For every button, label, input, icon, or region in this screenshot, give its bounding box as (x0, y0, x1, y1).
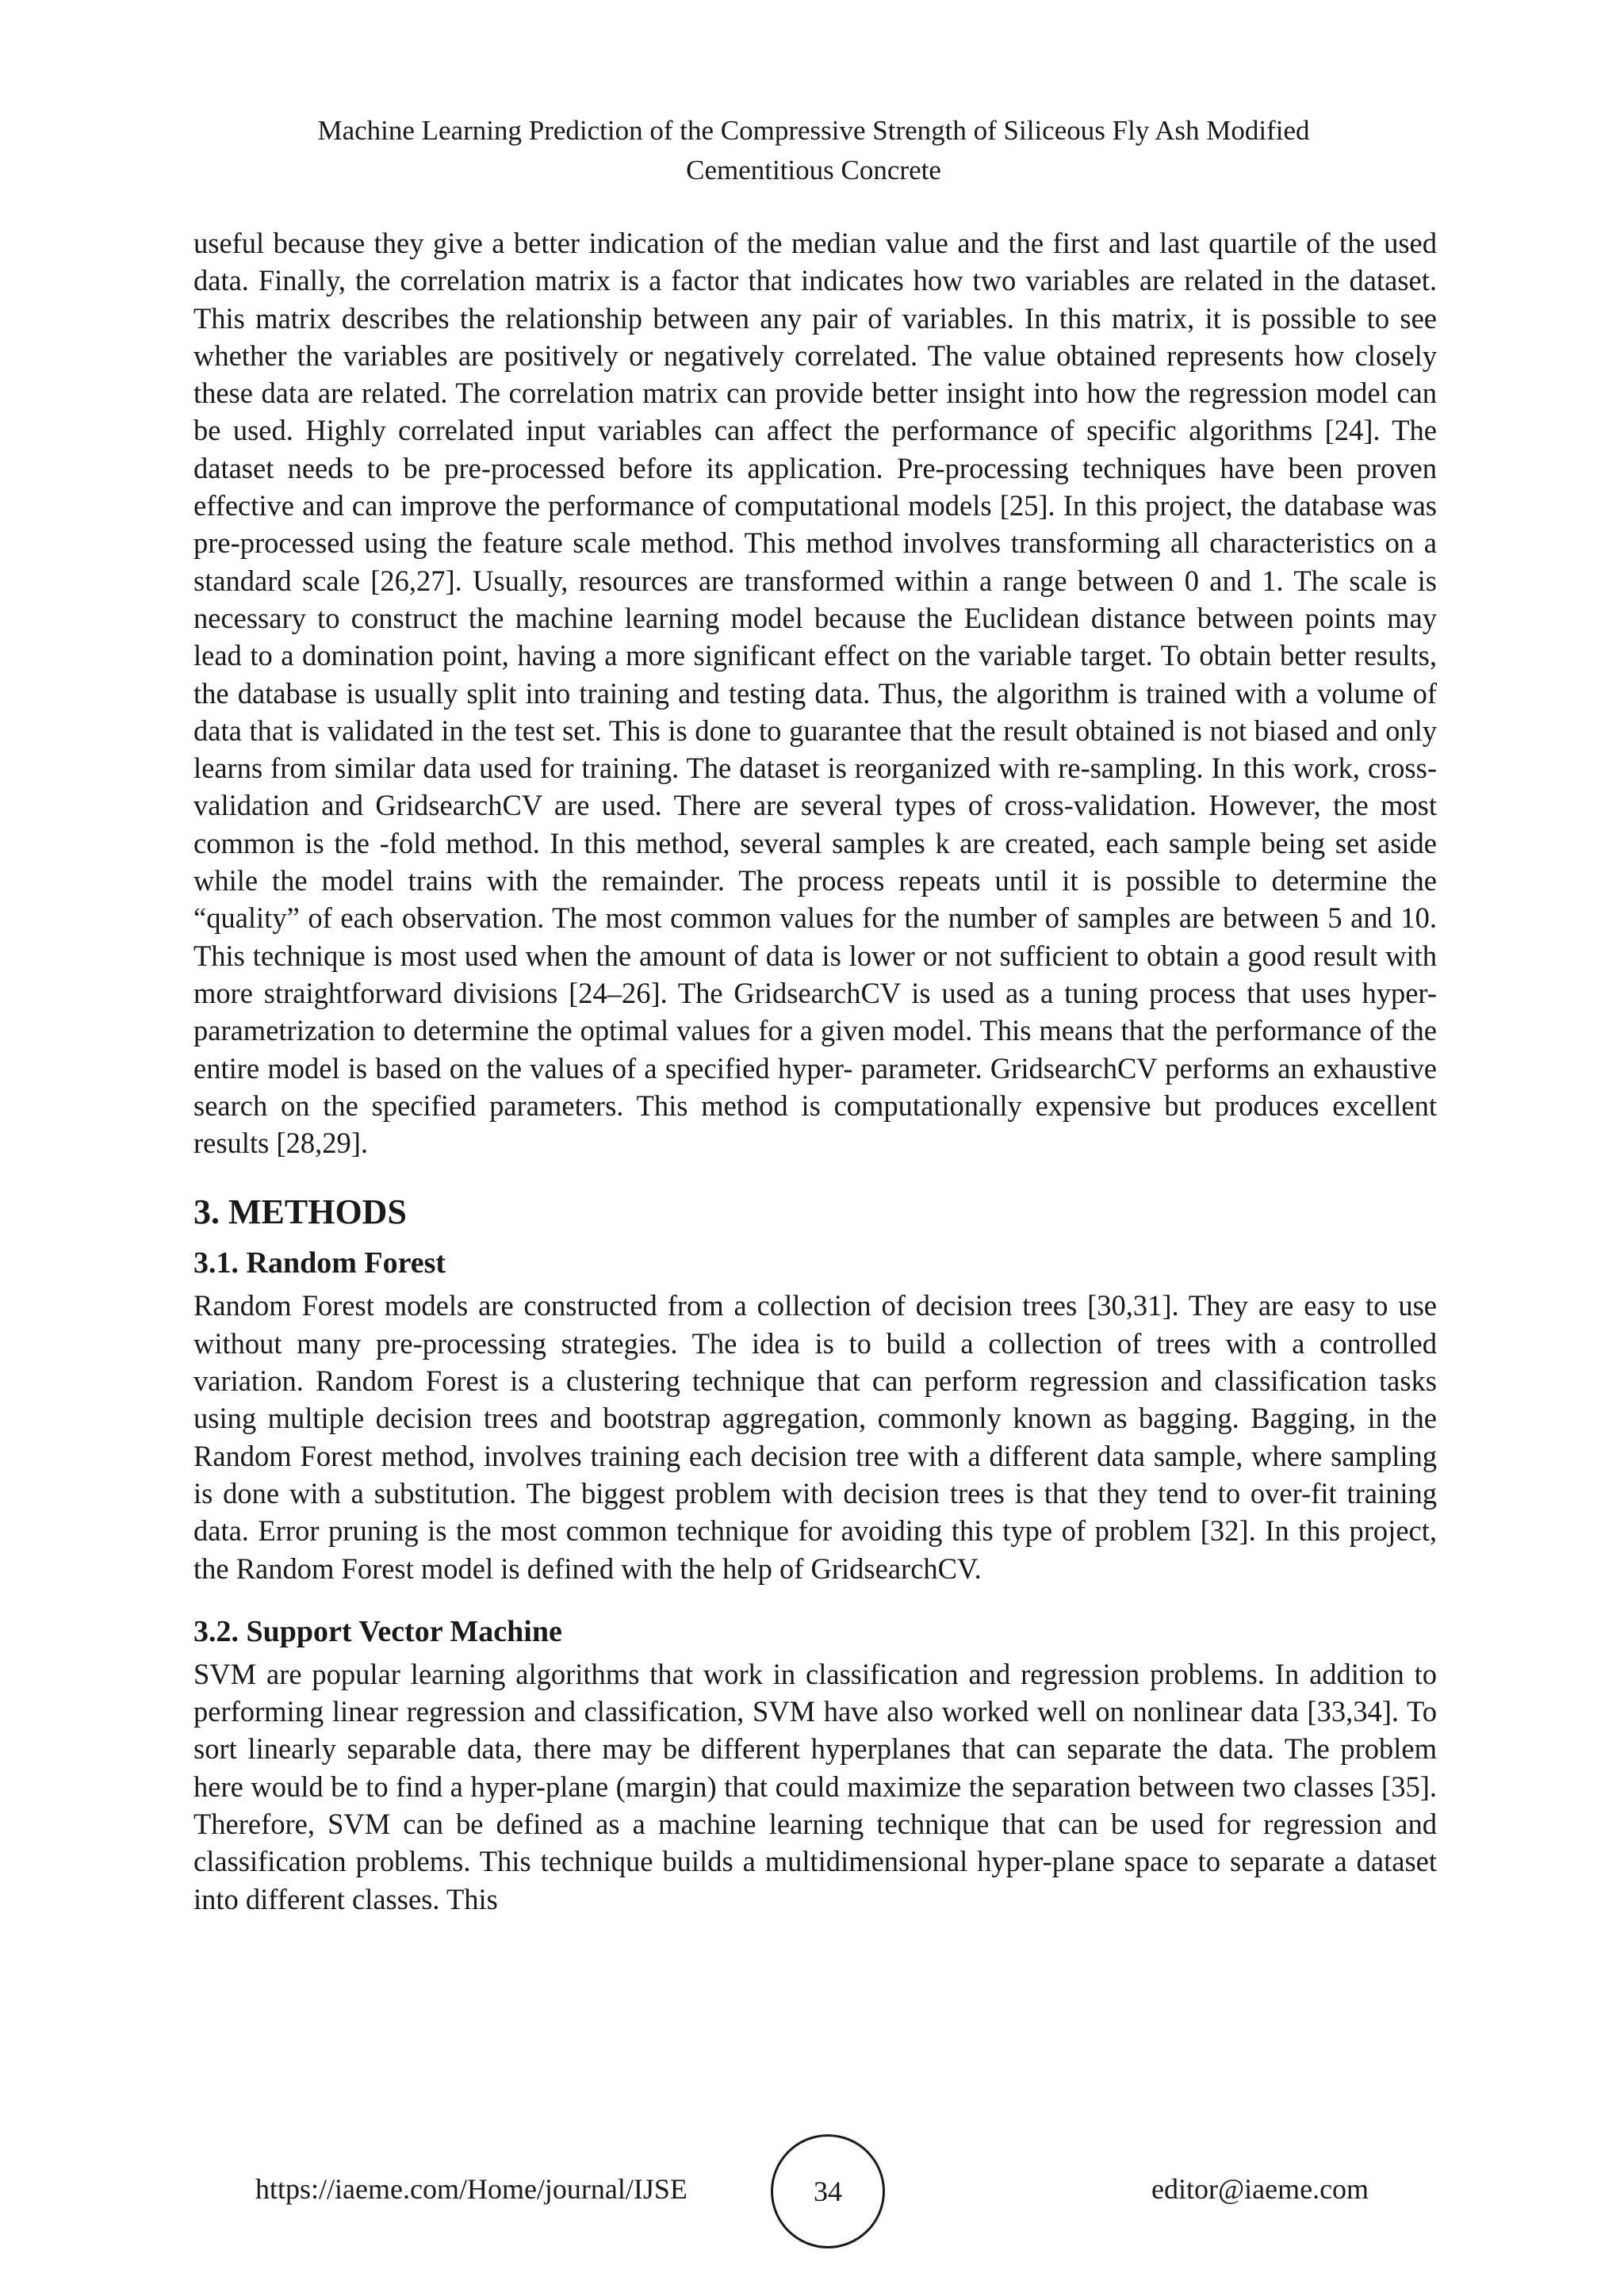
running-header-line-1: Machine Learning Prediction of the Compressive Strength of Siliceous Fly Ash Modified (317, 115, 1310, 146)
footer-email-link[interactable]: editor@iaeme.com (1151, 2173, 1369, 2205)
subsection-heading-svm: 3.2. Support Vector Machine (193, 1614, 562, 1648)
page-number: 34 (814, 2175, 842, 2207)
page-content (193, 224, 1437, 1918)
page-number-circle (771, 2134, 885, 2248)
page-footer (0, 2134, 1624, 2253)
footer-journal-link[interactable]: https://iaeme.com/Home/journal/IJSE (255, 2173, 688, 2205)
intro-paragraph: useful because they give a better indication of the median value and the first and last quartile of the used data. Finally, the correlation matrix is a factor that indicates how two variables are related in the dataset. This matrix describes the relationship between any pair of variables. In this matrix, it is possible to see whether the variables are positively or negatively correlated. The value obtained represents how closely these data are related. The correlation matrix can provide better insight into how the regression model can be used. Highly correlated input variables can affect the performance of specific algorithms [24]. The dataset needs to be pre-processed before its application. Pre-processing techniques have been proven effective and can improve the performance of computational models [25]. In this project, the database was pre-processed using the feature scale method. This method involves transforming all characteristics on a standard scale [26,27]. Usually, resources are transformed within a range between 0 and 1. The scale is necessary to construct the machine learning model because the Euclidean distance between points may lead to a domination point, having a more significant effect on the variable target. To obtain better results, the database is usually split into training and testing data. Thus, the algorithm is trained with a volume of data that is validated in the test set. This is done to guarantee that the result obtained is not biased and only learns from similar data used for training. The dataset is reorganized with re-sampling. In this work, cross- validation and GridsearchCV are used. There are several types of cross-validation. However, the most common is the -fold method. In this method, several samples k are created, each sample being set aside while the model trains with the remainder. The process repeats until it is possible to determine the “quality” of each observation. The most common values for the number of samples are between 5 and 10. This technique is most used when the amount of data is lower or not sufficient to obtain a good result with more straightforward divisions [24–26]. The GridsearchCV is used as a tuning process that uses hyper-parametrization to determine the optimal values for a given model. This means that the performance of the entire model is based on the values of a specified hyper- parameter. GridsearchCV performs an exhaustive search on the specified parameters. This method is computationally expensive but produces excellent results [28,29]. (193, 227, 1437, 1160)
running-header (190, 111, 1437, 190)
running-header-line-2: Cementitious Concrete (686, 155, 941, 186)
section-heading-methods: 3. METHODS (193, 1192, 407, 1232)
random-forest-paragraph: Random Forest models are constructed from a collection of decision trees [30,31]. They are easy to use without many pre-processing strategies. The idea is to build a collection of trees with a controlled variation. Random Forest is a clustering technique that can perform regression and classification tasks using multiple decision trees and bootstrap aggregation, commonly known as bagging. Bagging, in the Random Forest method, involves training each decision tree with a different data sample, where sampling is done with a substitution. The biggest problem with decision trees is that they tend to over-fit training data. Error pruning is the most common technique for avoiding this type of problem [32]. In this project, the Random Forest model is defined with the help of GridsearchCV. (193, 1289, 1437, 1585)
subsection-heading-random-forest: 3.1. Random Forest (193, 1246, 446, 1280)
svm-paragraph: SVM are popular learning algorithms that work in classification and regression problems. In addition to performing linear regression and classification, SVM have also worked well on nonlinear data [33,34]. To sort linearly separable data, there may be different hyperplanes that can separate the data. The problem here would be to find a hyper-plane (margin) that could maximize the separation between two classes [35]. Therefore, SVM can be defined as a machine learning technique that can be used for regression and classification problems. This technique builds a multidimensional hyper-plane space to separate a dataset into different classes. This (193, 1657, 1437, 1915)
